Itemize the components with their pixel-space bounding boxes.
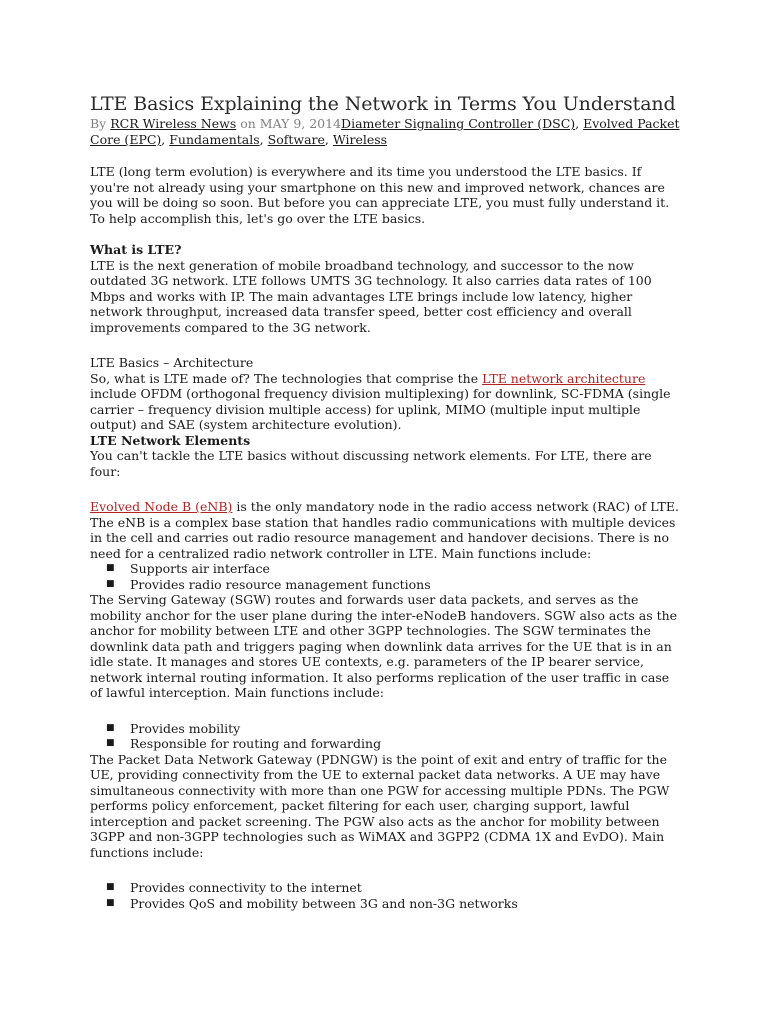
pgw-function-list: [90, 880, 680, 911]
enb-function-list: [90, 561, 680, 592]
bullet-icon: ■: [106, 578, 115, 589]
enb-link[interactable]: Evolved Node B (eNB): [90, 499, 233, 514]
list-item: ■ Provides connectivity to the internet: [106, 880, 362, 895]
lte-architecture-link[interactable]: LTE network architecture: [482, 370, 646, 386]
list-item: ■ Provides mobility: [106, 720, 241, 736]
category-link-dsc[interactable]: Diameter Signaling Controller (DSC): [341, 116, 576, 131]
byline: By RCR Wireless News on MAY 9, 2014Diameter Signaling Controller (DSC), Evolved Packet Core (EPC), Fundamentals, Software, Wireless: [90, 116, 680, 147]
what-is-lte-heading: What is LTE?: [90, 242, 182, 257]
network-elements-heading: LTE Network Elements: [90, 432, 251, 448]
sgw-paragraph: The Serving Gateway (SGW) routes and forwards user data packets, and serves as the mobility anchor for the user plane during the inter-eNodeB handovers. SGW also acts as the anchor for mobility between LTE and other 3GPP technologies. The SGW terminates the downlink data path and triggers paging when downlink data arrives for the UE that is in an idle state. It manages and stores UE contexts, e.g. parameters of the IP bearer service, network internal routing information. It also performs replication of the user traffic in case of lawful interception. Main functions include:: [90, 592, 678, 700]
article-title: LTE Basics Explaining the Network in Terms You Understand: [90, 93, 676, 115]
category-link-wireless[interactable]: Wireless: [332, 132, 388, 147]
intro-paragraph: LTE (long term evolution) is everywhere and its time you understood the LTE basics. If you're not already using your smartphone on this new and improved network, chances are you will be doing so soon. But before you can appreciate LTE, you must fully understand it. To help accomplish this, let's go over the LTE basics.: [90, 164, 670, 226]
article-body: [90, 92, 680, 911]
byline-by: By: [90, 116, 111, 131]
pgw-paragraph: The Packet Data Network Gateway (PDNGW) is the point of exit and entry of traffic for the UE, providing connectivity from the UE to external packet data networks. A UE may have simultaneous connectivity with more than one PGW for accessing multiple PDNs. The PGW performs policy enforcement, packet filtering for each user, charging support, lawful interception and packet screening. The PGW also acts as the anchor for mobility between 3GPP and non-3GPP technologies such as WiMAX and 3GPP2 (CDMA 1X and EvDO). Main functions include:: [90, 751, 670, 860]
enb-paragraph: Evolved Node B (eNB) is the only mandatory node in the radio access network (RAC) of LTE. The eNB is a complex base station that handles radio communications with multiple devices in the cell and carries out radio resource management and handover decisions. There is no need for a centralized radio network controller in LTE. Main functions include:: [90, 499, 679, 561]
bullet-icon: ■: [106, 722, 115, 733]
list-item: ■ Responsible for routing and forwarding: [106, 736, 382, 751]
architecture-heading: LTE Basics – Architecture: [90, 355, 254, 370]
list-item: ■ Supports air interface: [106, 561, 270, 576]
publish-date: MAY 9, 2014: [259, 116, 342, 131]
architecture-paragraph: So, what is LTE made of? The technologies that comprise the LTE network architecture include OFDM (orthogonal frequency division multiplexing) for downlink, SC-FDMA (single carrier – frequency division multiple access) for uplink, MIMO (multiple input multiple output) and SAE (system architecture evolution).: [90, 370, 671, 432]
bullet-icon: ■: [106, 738, 115, 748]
what-is-lte-paragraph: LTE is the next generation of mobile broadband technology, and successor to the now outdated 3G network. LTE follows UMTS 3G technology. It also carries data rates of 100 Mbps and works with IP. The main advantages LTE brings include low latency, higher network throughput, increased data transfer speed, better cost efficiency and overall improvements compared to the 3G network.: [90, 257, 652, 335]
bullet-icon: ■: [106, 882, 115, 892]
network-elements-paragraph: You can't tackle the LTE basics without discussing network elements. For LTE, there are four:: [90, 448, 652, 479]
list-item: ■ Provides QoS and mobility between 3G and non-3G networks: [106, 895, 518, 911]
author-link[interactable]: RCR Wireless News: [110, 116, 237, 131]
list-item: ■ Provides radio resource management functions: [106, 576, 431, 592]
category-link-fundamentals[interactable]: Fundamentals: [169, 132, 260, 147]
byline-on: on: [236, 116, 260, 131]
category-link-software[interactable]: Software: [267, 132, 325, 147]
category-link-epc[interactable]: Evolved Packet Core (EPC): [90, 116, 680, 147]
bullet-icon: ■: [106, 563, 115, 573]
bullet-icon: ■: [106, 897, 115, 908]
sgw-function-list: [90, 721, 680, 752]
